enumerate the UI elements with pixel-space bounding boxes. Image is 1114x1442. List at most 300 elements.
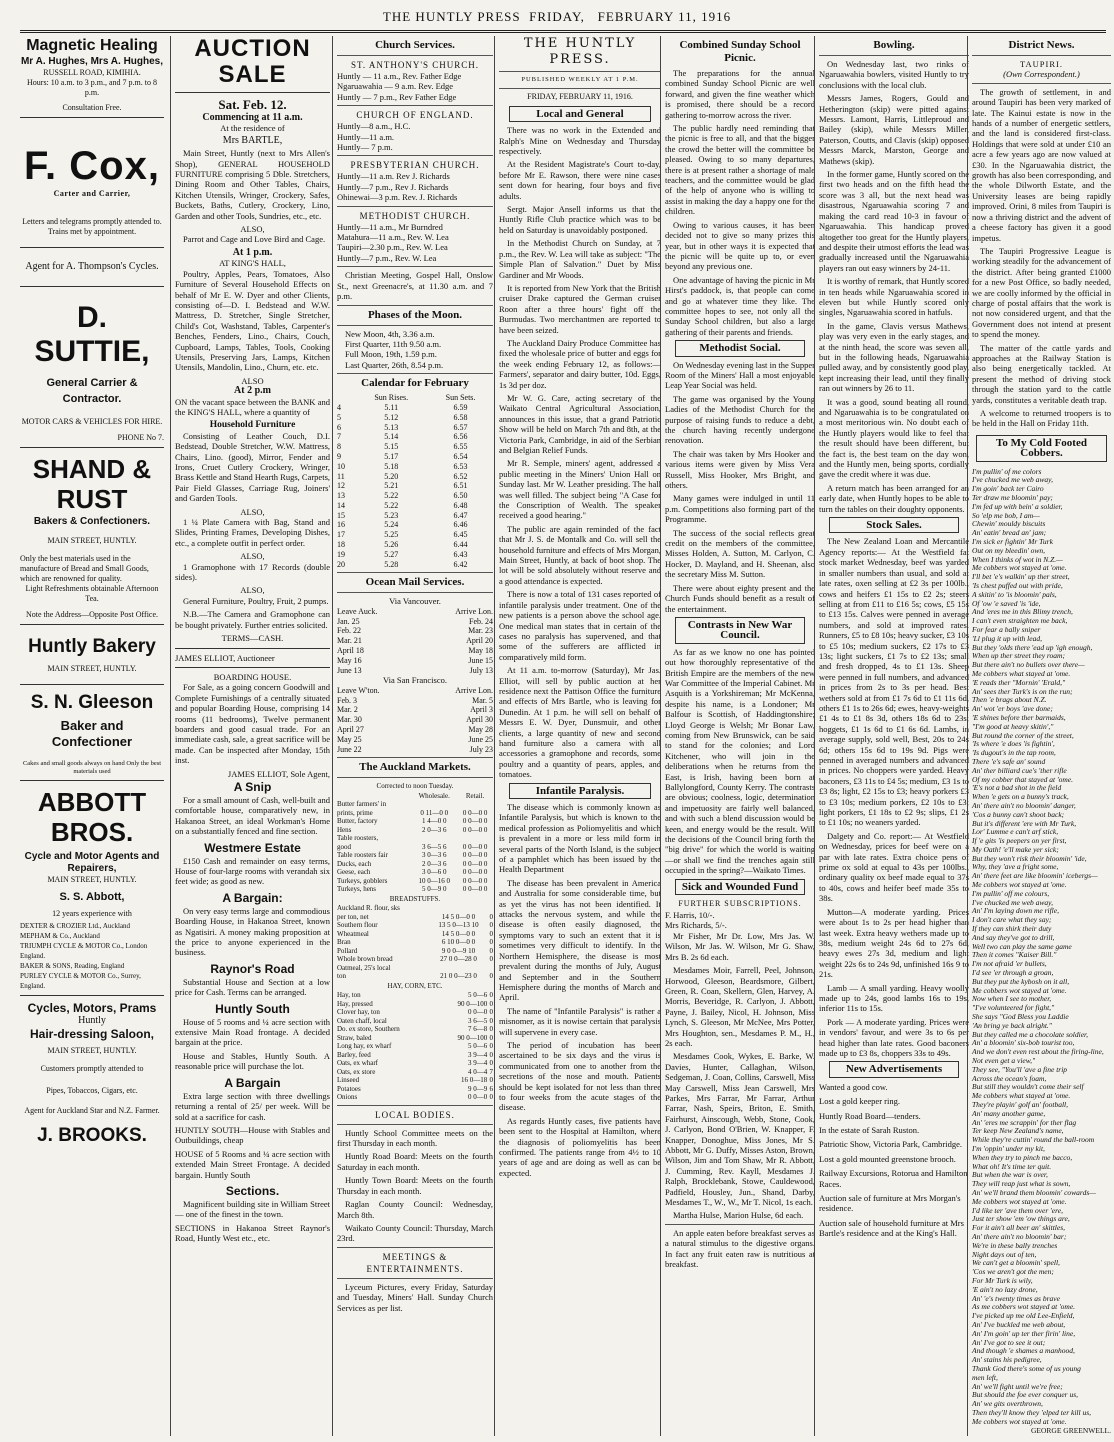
shand-street: MAIN STREET, HUNTLY. — [47, 536, 137, 545]
infantile-paragraph: The name of "Infantile Paralysis" is rather a misnomer, as it is nowise certain that paralysis will supervene in every case. — [499, 1005, 661, 1037]
cox-trade: Carter and Carrier, — [53, 189, 131, 198]
market-row-cell: 0 0—0 0 — [462, 817, 488, 826]
poem-stanza — [972, 890, 1111, 996]
stock-title: Stock Sales. — [829, 517, 959, 533]
sick-line-2: Mrs Richards, 5/-. — [665, 920, 727, 931]
hay-row — [337, 1085, 493, 1094]
huntly-south-p14: House of 5 rooms and ¼ acre section with extensive Main Road frontage. A decided bargain at the price. — [175, 1016, 330, 1048]
hair-agent: Agent for Auckland Star and N.Z. Farmer. — [24, 1106, 160, 1115]
poem-stanza — [972, 1207, 1111, 1313]
market-row — [337, 860, 493, 869]
market-row-cell: Turkeys, hens — [337, 885, 377, 894]
auction-elliot: JAMES ELLIOT, Auctioneer — [175, 652, 275, 663]
methodist-paragraph: The game was organised by the Young Ladies of the Methodist Church for the purpose of raising funds to reduce a debt, the church having recently undergone renovation. — [665, 393, 815, 446]
new-ad-item: Wanted a good cow. — [819, 1081, 888, 1092]
auction-at2: At 2 p.m — [234, 385, 271, 397]
local-general-body — [499, 125, 661, 779]
moon-4: Last Quarter, 26th, 8.54 p.m. — [345, 359, 444, 370]
hair-pipes: Pipes, Tobaccos, Cigars, etc. — [46, 1086, 138, 1095]
hay-row-cell: 0 — [489, 1050, 493, 1059]
poem-line: Of 'ow 'e saved 'is 'ide, — [972, 598, 1041, 608]
poem-line: But when the war is over, — [972, 1170, 1048, 1180]
poem-line: Me cobbers what stayed at 'ome. — [972, 668, 1071, 678]
news-paragraph: There is now a total of 131 cases reported of infantile paralysis under treatment. One of the new patients is a person above the school age. One medical man states that in certain of the cases no paralysis has supervened, and that some of the sufferers are afflicted in comparatively mild form. — [499, 589, 661, 662]
market-row — [337, 800, 493, 809]
sections-p20: SECTIONS in Hakanoa Street Raynor's Road, Huntly West etc., etc. — [175, 1222, 330, 1244]
market-row — [337, 868, 493, 877]
column-services — [332, 36, 493, 1436]
bargain-p16: Extra large section with three dwellings returning a rental of 25/ per week. Will be sold at a sacrifice for cash. — [175, 1090, 330, 1122]
hay-row — [337, 1076, 493, 1085]
raynor-title: Raynor's Road — [210, 961, 295, 976]
market-row-cell: Geese, each — [337, 868, 371, 877]
calendar-row-cell: 6.59 — [453, 402, 468, 412]
poem-line: Me cobbers wot stayed at 'ome. — [972, 1196, 1067, 1206]
hay-row-cell: 6 — [489, 1084, 493, 1093]
elliot-agent: JAMES ELLIOT, Sole Agent, — [227, 768, 330, 779]
calendar-row-cell: 5.27 — [384, 549, 399, 559]
meetings-title: MEETINGS & ENTERTAINMENTS. — [366, 1251, 464, 1274]
market-row — [337, 885, 493, 894]
bread-row-cell — [429, 904, 488, 913]
boarding-p9: For Sale, as a going concern Goodwill and Complete Furnishings of a centrally situated and popular Boarding House, comprising 14 rooms (11 bedrooms), Twelve permanent boarders and good casual trade. For an immediate cash, sale, a great sacrifice will be made. Can be inspected after Monday, 15th inst. — [175, 682, 330, 766]
hay-row-cell: Oaten chaff, local — [337, 1016, 387, 1025]
abbott-list-item: BAKER & SONS, Reading, England — [20, 962, 125, 970]
calendar-row — [337, 462, 493, 472]
hay-row — [337, 1042, 493, 1051]
poem-line: My Oath! 'e'll make yer sick; — [972, 844, 1059, 854]
market-row-cell: prints, prime — [337, 808, 373, 817]
market-row-cell: Table roosters fair — [337, 851, 388, 860]
poem-line: Then they'll know they 'elped ter kill us, — [972, 1407, 1092, 1417]
magnetic-hours: Hours: 10 a.m. to 3 p.m., and 7 p.m. to 8 p.m. — [27, 78, 157, 97]
bread-row-cell: 0 — [489, 938, 493, 947]
poem-line: I'm pullin' off me colours, — [972, 888, 1050, 898]
cal-head-rise: Sun Rises. — [374, 393, 409, 403]
new-ad-item: Auction sale of furniture at Mrs Morgan's residence. — [819, 1193, 961, 1214]
paper-date: FRIDAY, FEBRUARY 11, 1916. — [527, 92, 633, 102]
calendar-row — [337, 423, 493, 433]
mail-row-cell: May 18 — [468, 646, 493, 656]
calendar-row-cell: 6.54 — [453, 451, 468, 461]
taupiri-paragraph: The matter of the cattle yards and approaches at the Railway Station is also being energetically tackled. At present the method of driving stock through the station yard to the cattle yards, constitutes a veritable death trap. — [972, 342, 1111, 405]
england-heading: CHURCH OF ENGLAND. — [356, 110, 474, 121]
house-p18: HOUSE of 5 Rooms and ¼ acre section with extended Main Street Frontage. A decided bargain. Huntly South — [175, 1148, 330, 1180]
calendar-row-cell: 5.28 — [384, 559, 399, 569]
market-row — [337, 809, 493, 818]
markets-corrected: Corrected to noon Tuesday. — [376, 782, 454, 791]
column-local-news — [494, 36, 661, 1436]
calendar-row-cell: 15 — [337, 510, 345, 520]
hay-row — [337, 1051, 493, 1060]
poem-line: Me cobbers wot stayed at 'ome. — [972, 985, 1067, 995]
bread-row-cell: 14 5 0—0 0 — [441, 929, 476, 938]
poem-line: An' there ain't no bloomin' bar; — [972, 1231, 1067, 1241]
taupiri-paragraph: The growth of settlement, in and around Taupiri has been very marked of late. The Kainui estate is now in the hands of a number of energetic settlers, and the land is considered first-class. Holdings that were sold at under £10 an acre a few years ago are now valued at £30. In the Ngaruawahia district, the growth has also been corresponding, and the whole Dilworth Estate, and the University leases are being rapidly improved. Orini, 8 miles from Taupiri is now a thriving district and the advent of a cheese factory has given it a good impetus. — [972, 86, 1111, 243]
calendar-row — [337, 511, 493, 521]
calendar-row-cell: 5.22 — [384, 491, 399, 501]
bowling-title: Bowling. — [873, 39, 915, 51]
calendar-row-cell: 6 — [337, 422, 341, 432]
shand-note: Note the Address—Opposite Post Office. — [25, 610, 159, 619]
mail-row-cell: May 16 — [337, 655, 362, 665]
huntly-south-p15: House and Stables, Huntly South. A reasonable price will purchase the lot. — [175, 1050, 330, 1072]
sick-para2: Mesdames Moir, Farrell, Peel, Johnson, Horwood, Gleeson, Beardsmore, Gilbert, Green, R. Coan, Skellern, Glen, Harvey, A. Morris, Beveridge, R. Carlyon, J. Abbott, Payne, J. Bailey, Nicol, H. Johnson, Miss Lynch, S. Gleeson, Mr McNee, Mrs Potter, Mrs Houghton, sen., Mesdames P. M., H., 2s each. — [665, 965, 815, 1048]
local-general-title: Local and General — [509, 106, 651, 122]
poem-line: I don't care what they say; — [972, 915, 1052, 925]
markets-head-retail: Retail. — [465, 791, 485, 800]
methodist-paragraph: Many games were indulged in until 11 p.m. Competitions also forming part of the Programme. — [665, 493, 815, 525]
calendar-row-cell: 4 — [337, 402, 341, 412]
mail-row-cell: April 27 — [337, 725, 364, 735]
column-bowling — [814, 36, 969, 1436]
poem-line: 'Is chest puffed out with pride, — [972, 580, 1063, 590]
poem-line: But should the foe ever conquer us, — [972, 1390, 1079, 1400]
mail-row-cell: June 25 — [468, 734, 493, 744]
poem-line: 'Cos a bunny can't shoot back; — [972, 809, 1065, 819]
masthead-date: FEBRUARY 11, 1916 — [597, 9, 732, 24]
suttie-motor: MOTOR CARS & VEHICLES FOR HIRE. — [21, 417, 163, 426]
hay-row-cell: 5 0—6 — [468, 991, 488, 1000]
westmere-title: Westmere Estate — [204, 840, 301, 855]
calendar-row-cell: 6.46 — [453, 520, 468, 530]
sick-para: Mr Fisher, Mr Dr. Low, Mrs Jas. W. Wilson, Mr Jas. W. Wilson, Mr G. Shaw, Mrs B. 2s 6d each. — [665, 930, 815, 962]
magnetic-address: RUSSELL ROAD, KIMIHIA. — [43, 68, 141, 77]
calendar-row — [337, 432, 493, 442]
hay-row — [337, 1059, 493, 1068]
market-row-cell: 5 0—9 0 — [421, 885, 447, 894]
suttie-trade1: General Carrier & — [46, 377, 138, 389]
poem-stanza — [972, 573, 1111, 679]
bread-row-cell: 0 — [489, 946, 493, 955]
poem-line: A skitin' to 'is bloomin' pals, — [972, 589, 1057, 599]
bread-row-cell: 0 — [489, 955, 493, 964]
local-5: Waikato County Council: Thursday, March 23rd. — [337, 1222, 493, 1244]
poem-line: Not even get a view," — [972, 1056, 1036, 1066]
mail-row-cell: Mar. 2 — [337, 705, 358, 715]
calendar-row — [337, 481, 493, 491]
moon-1: New Moon, 4th, 3.36 a.m. — [345, 328, 435, 339]
hay-row-cell: 0 — [489, 999, 493, 1008]
bread-row-cell: 13 5 0—13 10 — [438, 921, 479, 930]
poem-line: If 'e gits 'is peepers on yer first, — [972, 836, 1067, 846]
also-5: ALSO, — [240, 585, 265, 596]
new-ad-item: Patriotic Show, Victoria Park, Cambridge. — [819, 1139, 963, 1150]
poem-line: Thank God there's some of us young — [972, 1363, 1081, 1373]
hay-row-cell: Onions — [337, 1093, 358, 1102]
poem-line: There 'e's safe an' sound — [972, 756, 1046, 766]
calendar-row-cell: 6.45 — [453, 530, 468, 540]
mail-row-cell: June 22 — [337, 744, 362, 754]
poem-line: I'm 'oppin' under my kit, — [972, 1143, 1045, 1153]
market-row-cell: good — [337, 842, 351, 851]
bread-row-cell — [429, 964, 488, 973]
bargain-title-2: A Bargain — [224, 1075, 281, 1090]
market-row-cell: 2 0—3 6 — [421, 859, 447, 868]
markets-table — [337, 792, 493, 894]
hay-row-cell: 0 0—0 — [468, 1008, 488, 1017]
auction-kings: AT KING'S HALL, — [219, 258, 286, 269]
poem-line: I'm pullin' of me colors — [972, 466, 1042, 476]
poem-line: An' a bloomin' six-bob tourist too, — [972, 1038, 1075, 1048]
news-paragraph: It is reported from New York that the British cruiser Drake captured the German cruiser Roon after a three hours' fight off the Burmudas. Two merchantmen are reported to have been seized. — [499, 282, 661, 335]
new-ad-item: In the estate of Sarah Ruston. — [819, 1125, 920, 1135]
mail-row-cell: Mar. 23 — [468, 626, 493, 636]
market-row-cell: Turkeys, gobblers — [337, 876, 388, 885]
market-row-cell: Ducks, each — [337, 859, 372, 868]
auction-p6: 1 Gramophone with 17 Records (double sides). — [175, 561, 330, 583]
cox-name: F. Cox, — [24, 144, 160, 188]
bread-row-cell: 14 5 0—0 0 — [441, 912, 476, 921]
apple-para: An apple eaten before breakfast serves as a natural stimulus to the digestive organs. In fact any fruit eaten raw is nutritious at breakfast. — [665, 1227, 815, 1270]
hay-row-cell: 3 9—4 — [468, 1050, 488, 1059]
poem-line: An' I'm goin' up ter ther firin' line, — [972, 1328, 1076, 1338]
hay-row-cell: 5 0—6 — [468, 1042, 488, 1051]
bakery-street: MAIN STREET, HUNTLY. — [47, 664, 137, 673]
market-row-cell: 3 0—3 6 — [421, 851, 447, 860]
poem-line: And 'eres me in this Blimy trench, — [972, 607, 1073, 617]
new-ads-title: New Advertisements — [829, 1061, 959, 1077]
bread-row-cell: 6 10 0—0 0 — [441, 938, 476, 947]
calendar-row-cell: 19 — [337, 549, 345, 559]
magnetic-title: Magnetic Healing — [26, 37, 158, 54]
poem-line: I've picked up me old Lee-Enfield, — [972, 1311, 1075, 1321]
mail-head2-arrive: Arrive Lon. — [455, 685, 493, 695]
calendar-row — [337, 472, 493, 482]
calendar-row — [337, 501, 493, 511]
st-anthony-2: Ngaruawahia — 9 a.m. Rev. Edge — [337, 81, 454, 92]
market-row-cell — [457, 800, 493, 809]
column-district — [967, 36, 1111, 1436]
poem-stanza — [972, 995, 1111, 1101]
poem-line: What oh! It's time ter quit. — [972, 1161, 1052, 1171]
poem-line: An' there ain't no bloomin' danger, — [972, 800, 1076, 810]
presbyterian-heading: PRESBYTERIAN CHURCH. — [350, 160, 480, 171]
market-row-cell: 0 0—0 0 — [462, 885, 488, 894]
picnic-paragraph: One advantage of having the picnic in Mr Hirst's paddock, is, that people can come and go at whatever time they like. The committee hopes to see, not only all the Sunday School children, but also a large gathering of their parents and friends. — [665, 274, 815, 337]
mail-row-cell: April 3 — [470, 705, 493, 715]
poem-line: I'll bet 'e's walkin' up ther street, — [972, 572, 1070, 582]
poem-line: 'E shines before ther barmaids, — [972, 712, 1066, 722]
market-row-cell: 1 4—0 0 — [421, 817, 447, 826]
meth-1: Huntly—11 a.m., Mr Burndred — [337, 221, 443, 232]
calendar-row-cell: 14 — [337, 500, 345, 510]
shand-text: Only the best materials used in the manufacture of Bread and Small Goods, which are renowned for quality. — [20, 554, 149, 583]
bread-row — [337, 904, 493, 913]
st-anthony-heading: ST. ANTHONY'S CHURCH. — [351, 60, 479, 70]
poem-line: An' we'll brand them bloomin' cowards— — [972, 1187, 1096, 1197]
picnic-paragraph: The public hardly need reminding that the picnic is free to all, and that the bigger the crowd the better will the committee be pleased. Owing to so many departures, there is at present rather a shortage of male teachers, and the committee would be glad of the help of anyone who is willing to assist in making the day a happy one for the children. — [665, 123, 815, 217]
abbott-list-item: DEXTER & CROZIER Ltd., Auckland — [20, 922, 131, 930]
news-paragraph: At 11 a.m. to-morrow (Saturday), Mr Jas. Elliot, will sell by public auction at her residence next the Pattison Office the furniture and effects of Mrs Bartle, who is leaving for Dunedin. At 1 p.m. he will sell on behalf of Messrs E. W. Dyer, Dunsmuir, and other clients, a large quantity of new and second hand furniture also a camera with all accessories a gramophone and records, some poultry and a quantity of pears, apples, and tomatoes. — [499, 665, 661, 780]
poem-line: But they 'olds there 'ead up 'igh enough, — [972, 642, 1093, 652]
poem-line: An' eatin' bread an' jam; — [972, 528, 1047, 538]
gleeson-name: S. N. Gleeson — [30, 692, 154, 713]
auction-p3: ON the vacant space between the BANK and the KING'S HALL, where a quantity of — [175, 396, 330, 417]
hay-row-cell: 7 6—8 — [468, 1025, 488, 1034]
infantile-body — [499, 802, 661, 1178]
hay-row — [337, 1017, 493, 1026]
poem-line: I'm goin' back ter Cairo — [972, 484, 1044, 494]
auction-p8: N.B.—The Camera and Gramophone can be bought privately. Further entries solicited. — [175, 609, 330, 630]
poem-title: To My Cold Footed Cobbers. — [976, 435, 1107, 462]
sick-line-1: F. Harris, 10/-. — [665, 910, 715, 921]
calendar-row-cell: 5.12 — [384, 412, 399, 422]
calendar-row-cell: 16 — [337, 520, 345, 530]
poem-line: An' ther billiard cue's 'ther rifle — [972, 765, 1067, 775]
poem-line: Why, they 'ave a fright some, — [972, 862, 1059, 872]
calendar-row-cell: 5.25 — [384, 530, 399, 540]
market-row — [337, 851, 493, 860]
meth-4: Huntly—7 p.m., Rev. W. Lea — [337, 252, 437, 263]
news-paragraph: The Auckland Dairy Produce Committee has fixed the wholesale price of butter and eggs for the week ending February 12, as follows:— Farmers', separator and dairy butter, 10d. Eggs, 1s 3d per doz. — [499, 337, 661, 390]
news-paragraph: The public are again reminded of the fact that Mr J. S. de Montalk and Co. will sell the household furniture and effects of Mrs Morgan, Main Street, Huntly, at back of boot shop. The lot will be sold absolutely without reserve and a good attendance is expected. — [499, 523, 661, 586]
calendar-row-cell: 5.14 — [384, 432, 399, 442]
hay-row-cell: Potatoes — [337, 1084, 361, 1093]
calendar-row-cell: 6.48 — [453, 500, 468, 510]
mail-sf-table — [337, 686, 493, 755]
cox-trains: Trains met by appointment. — [47, 227, 137, 236]
calendar-row-cell: 5.24 — [384, 520, 399, 530]
methodist-paragraph: There were about eighty present and the Church Funds should benefit as a result of the entertainment. — [665, 582, 815, 614]
suttie-name: D. SUTTIE, — [34, 301, 150, 368]
poem-line: Now when I see to mother, — [972, 994, 1052, 1004]
bread-row-cell: 9 0 0—9 10 — [441, 946, 476, 955]
also-1: ALSO, — [240, 224, 265, 235]
hair-street: MAIN STREET, HUNTLY. — [47, 1046, 137, 1055]
shand-light: Light Refreshments obtainable Afternoon Tea. — [25, 584, 159, 603]
mail-row — [337, 636, 493, 646]
picnic-title: Combined Sunday School Picnic. — [679, 39, 801, 64]
poem-line: An' 'e's twenty times as brave — [972, 1293, 1060, 1303]
hay-row-cell: 4 0—4 — [468, 1067, 488, 1076]
news-paragraph: Sergt. Major Ansell informs us that the Huntly Rifle Club practice which was to be held on Saturday is unavoidably postponed. — [499, 204, 661, 235]
mail-row — [337, 656, 493, 666]
gleeson-trade2: Confectioner — [51, 734, 133, 749]
auction-p1: Main Street, Huntly (next to Mrs Allen's Shop), GENERAL HOUSEHOLD FURNITURE comprising 5 Dble. Stretchers, Dining Room and Other Tables, Chairs, Kitchen Utensils, Wringer, Crockery, Safes, Buckets, Baths, Cutlery, Crockery, Lino, Garden and other Tools, Sundries, etc., etc. — [175, 148, 330, 221]
church-title: Church Services. — [375, 39, 455, 51]
market-row-cell: 0 11—0 0 — [420, 808, 449, 817]
column-auction — [170, 36, 330, 1436]
poem-stanza — [972, 468, 1111, 574]
poem-line: And though 'e shames a manhood, — [972, 1346, 1075, 1356]
bread-row-cell: 21 0 0—23 0 — [440, 972, 477, 981]
published-line: PUBLISHED WEEKLY AT 1 P.M. — [521, 76, 639, 83]
methodist-social-title: Methodist Social. — [675, 340, 805, 356]
masthead-day: FRIDAY, — [529, 9, 585, 24]
poem-stanza — [972, 784, 1111, 890]
mail-row-cell: June 13 — [337, 665, 362, 675]
calendar-table — [337, 393, 493, 569]
hay-row-cell: 0 — [489, 1093, 493, 1102]
bread-row-cell: 0 — [489, 972, 493, 981]
calendar-row-cell: 7 — [337, 432, 341, 442]
local-bodies-title: LOCAL BODIES. — [375, 1109, 455, 1120]
also-2: ALSO — [241, 375, 264, 386]
calendar-row-cell: 5.13 — [384, 422, 399, 432]
calendar-row — [337, 550, 493, 560]
poem-line: An' we gits overthrown, — [972, 1399, 1043, 1409]
calendar-row-cell: 5 — [337, 412, 341, 422]
abbott-ss: S. S. Abbott, — [59, 891, 125, 903]
local-2: Huntly Road Board: Meets on the fourth Saturday in each month. — [337, 1151, 493, 1172]
calendar-row-cell: 6.53 — [453, 461, 468, 471]
new-ad-item: Huntly Road Board—tenders. — [819, 1110, 921, 1121]
poem-line: Me cobbers what stayed at 'ome. — [972, 1091, 1071, 1101]
christian-meeting: Christian Meeting, Gospel Hall, Onslow St., next Greenacre's, at 11.30 a.m. and 7 p.m. — [337, 270, 493, 302]
hay-row-cell: 3 9—4 — [468, 1059, 488, 1068]
auction-residence: At the residence of — [220, 123, 285, 134]
auction-date: Sat. Feb. 12. — [218, 97, 287, 112]
calendar-row-cell: 12 — [337, 481, 345, 491]
huntly-south-title: Huntly South — [215, 1001, 290, 1016]
calendar-row-cell: 6.43 — [453, 549, 468, 559]
calendar-row-cell: 6.51 — [453, 481, 468, 491]
hair-title: Hair-dressing Saloon, — [29, 1027, 155, 1041]
mail-row-cell: May 25 — [337, 734, 362, 744]
abbott-list — [20, 921, 164, 991]
market-row-cell: 3 0—6 0 — [421, 868, 447, 877]
calendar-row-cell: 6.47 — [453, 510, 468, 520]
hay-row-cell: Clover hay, ton — [337, 1008, 380, 1017]
also-3: ALSO, — [240, 506, 265, 517]
poem-line: An' I'm laying down me rifle, — [972, 906, 1059, 916]
hay-row — [337, 1093, 493, 1102]
mail-row — [337, 735, 493, 745]
methodist-paragraph: The success of the social reflects great credit on the members of the committee, Misses Holden, A. Sutton, M. Carlyon, C. Hocker, D. Mayland, and H. Sheenan, also the secretary Miss M. Sutton. — [665, 527, 815, 580]
bread-row-cell: 0 — [489, 929, 493, 938]
bread-row-cell: 27 0 0—28 0 — [440, 955, 477, 964]
poem-line: But there ain't no bullets over there— — [972, 660, 1085, 670]
calendar-row-cell: 5.11 — [384, 402, 399, 412]
taupiri-paragraph: A welcome to returned troopers is to be held in the Hall on Friday 11th. — [972, 408, 1111, 429]
mail-row-cell: Jan. 25 — [337, 616, 360, 626]
presb-1: Huntly—11 a.m. Rev J. Richards — [337, 171, 450, 182]
calendar-row-cell: 6.57 — [453, 422, 468, 432]
masthead-rule — [20, 30, 1106, 33]
auction-household: Household Furniture — [209, 420, 296, 431]
hay-row-cell: 90 0—100 — [457, 1033, 488, 1042]
methodist-heading: METHODIST CHURCH. — [359, 210, 471, 221]
bread-row — [337, 921, 493, 930]
poem-line: I'm not afraid 'er bullets, — [972, 959, 1047, 969]
poem-line: But still they wouldn't come their self — [972, 1082, 1084, 1092]
auction-commencing: Commencing at 11 a.m. — [202, 112, 303, 123]
calendar-row-cell: 18 — [337, 540, 345, 550]
market-row-cell — [411, 800, 457, 809]
mail-row-cell: Feb. 3 — [337, 695, 357, 705]
calendar-row-cell: 6.55 — [453, 442, 468, 452]
market-row-cell: Table roosters, — [337, 834, 379, 843]
meth-3: Taupiri—2.30 p.m., Rev. W. Lea — [337, 242, 448, 253]
calendar-row — [337, 452, 493, 462]
mail-head2-leave: Leave W'ton. — [337, 685, 380, 695]
mail-head-leave: Leave Auck. — [337, 606, 378, 616]
hay-row-cell: Hay, ton — [337, 991, 361, 1000]
mail-row — [337, 705, 493, 715]
poem-line: 'E ain't no lazy drone, — [972, 1284, 1038, 1294]
news-paragraph: In the Methodist Church on Sunday, at 7 p.m., the Rev. W. Lea will take as subject: "The Simple Plan of Salvation." Duet by Miss Gardiner and Mr Woods. — [499, 238, 661, 280]
bowling-paragraph: A return match has been arranged for an early date, when Huntly hopes to be able to turn the tables on their doughty opponents. — [819, 482, 969, 514]
poem-line: I'm sick er fightin' Mr Turk — [972, 537, 1053, 546]
poem-line: But they called me a chocolate soldier, — [972, 1029, 1089, 1039]
mail-row-cell: Mar. 5 — [472, 695, 493, 705]
mail-row — [337, 617, 493, 627]
market-row-cell: 0 0—0 0 — [462, 808, 488, 817]
infantile-title: Infantile Paralysis. — [509, 783, 651, 799]
poem-line: 'Is dugout's in the tap room, — [972, 748, 1056, 758]
further-subs: FURTHER SUBSCRIPTIONS. — [678, 899, 802, 909]
